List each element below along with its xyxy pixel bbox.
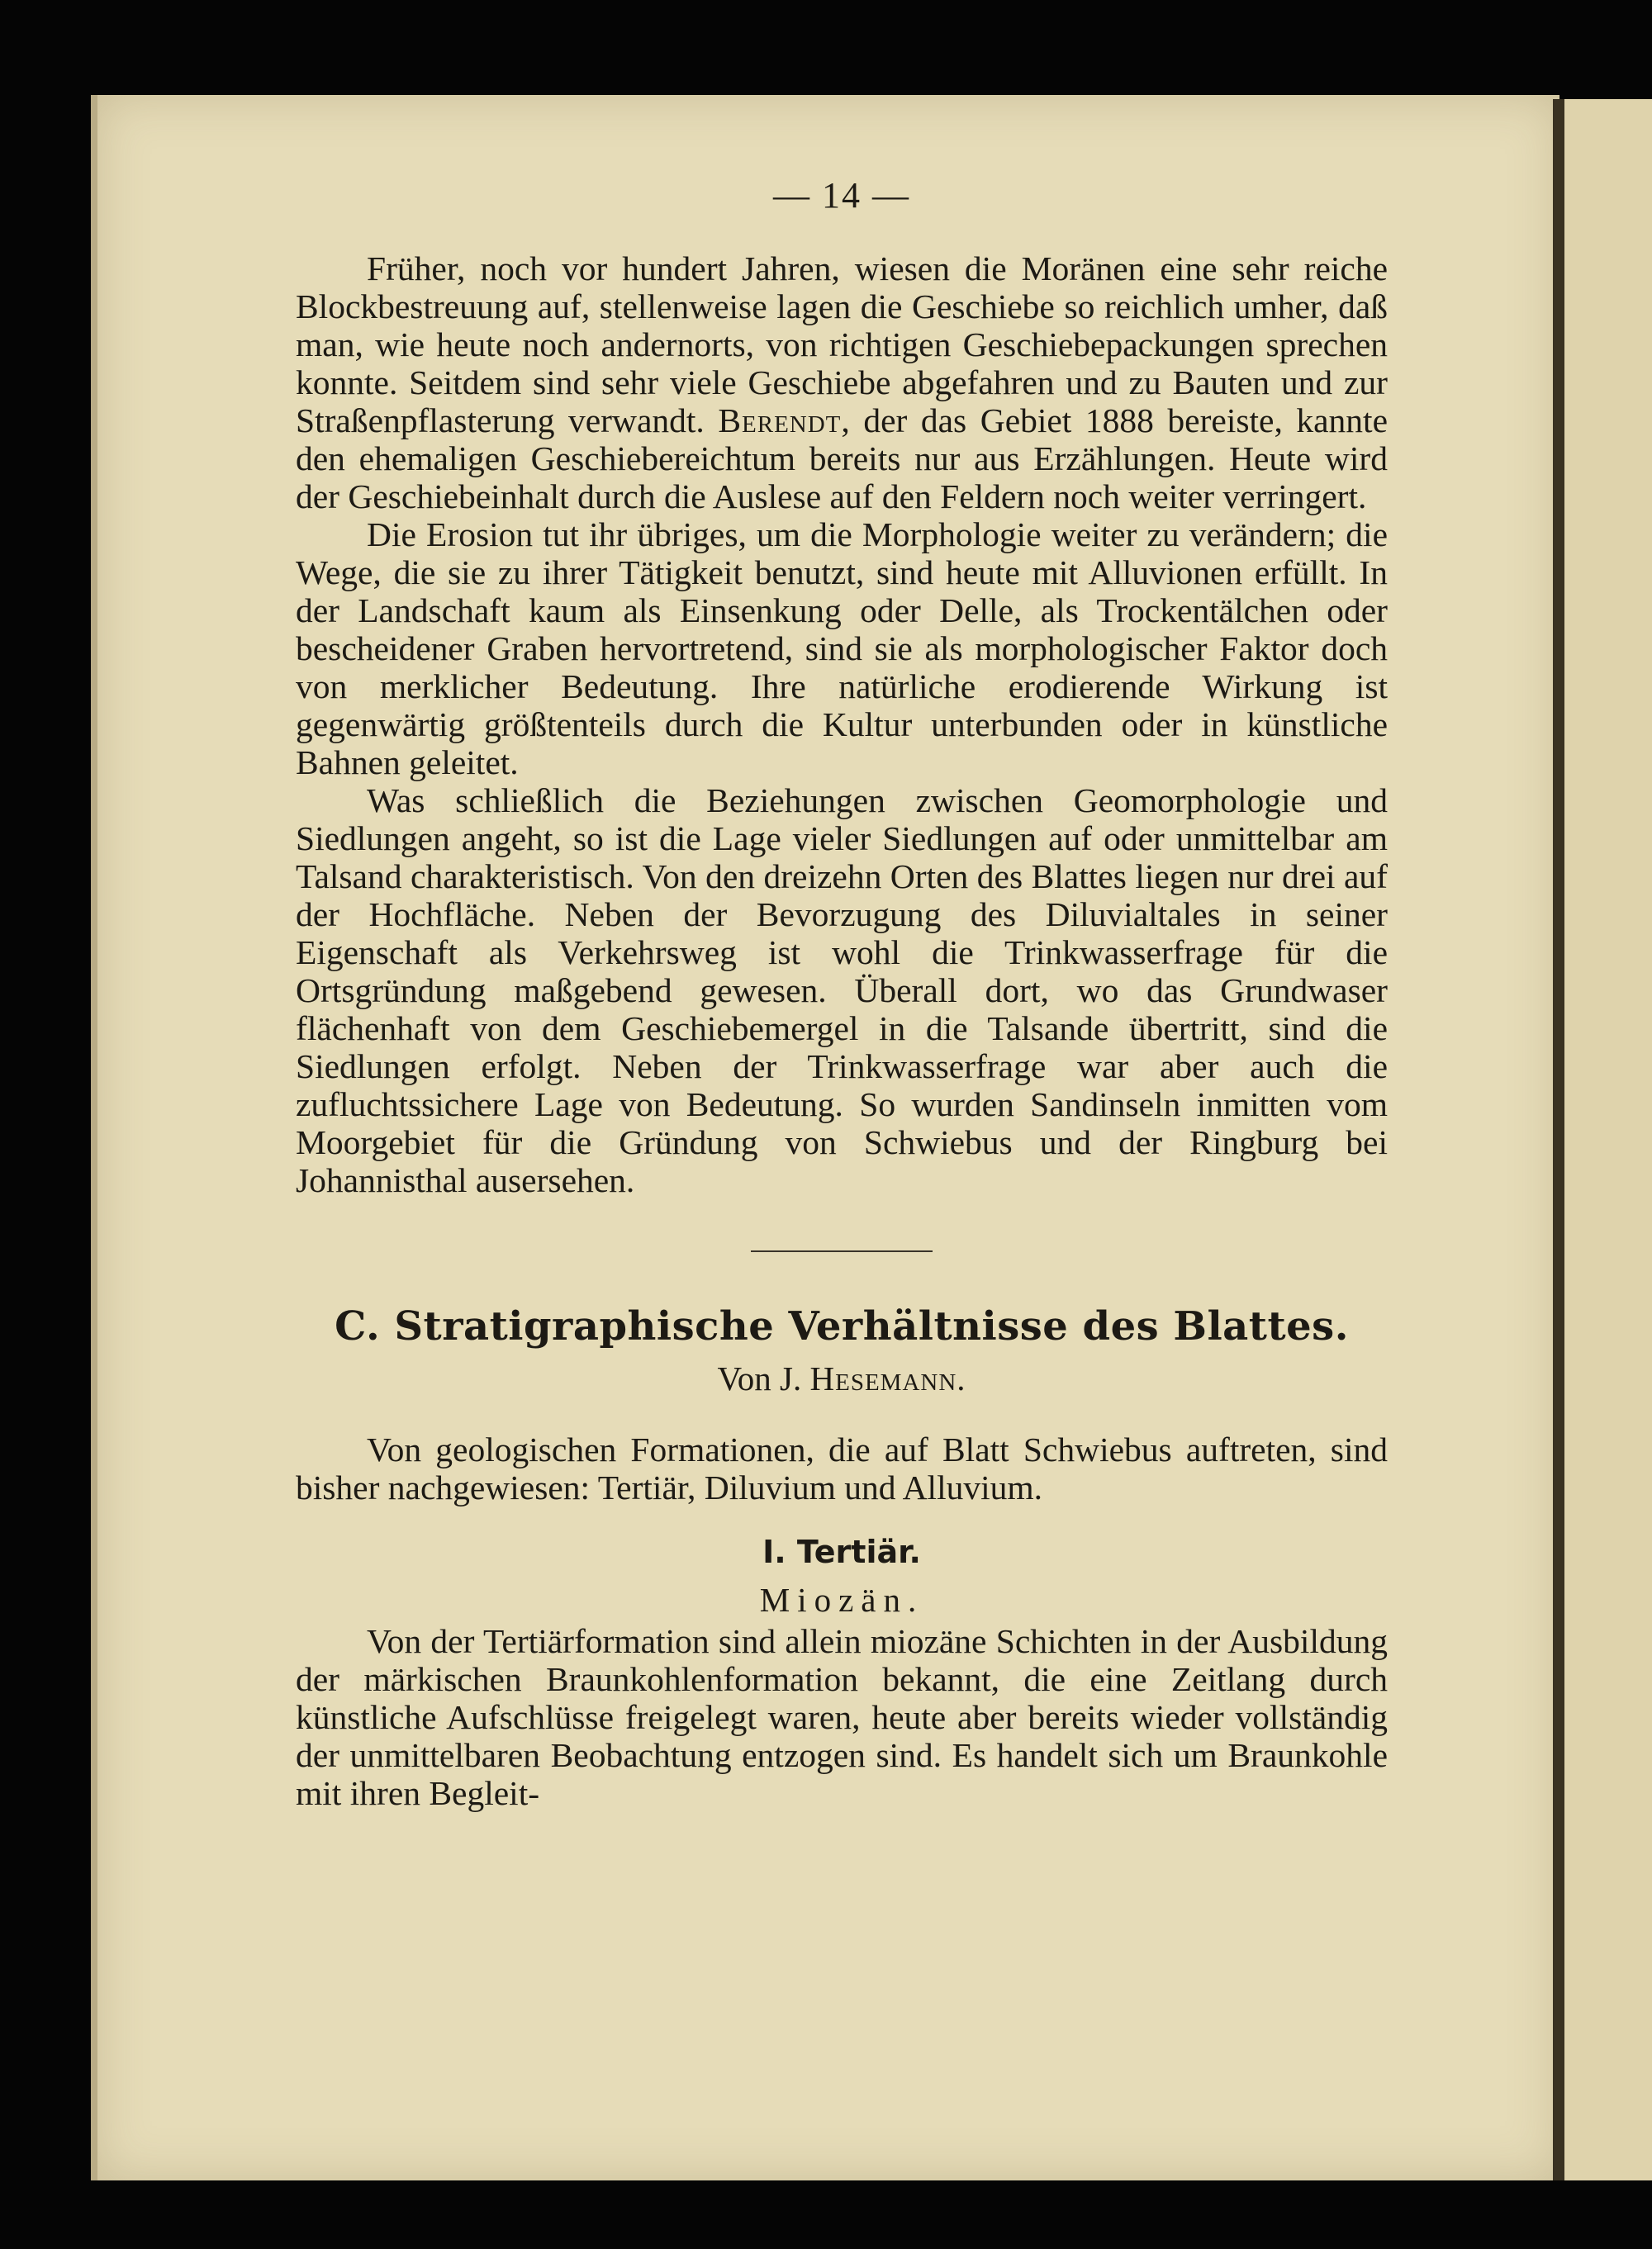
adjacent-page-edge	[1553, 99, 1652, 2180]
byline-prefix: Von J.	[717, 1359, 810, 1397]
section-intro: Von geologischen Formationen, die auf Blatt Schwiebus auftreten, sind bisher nachgewiesen: Tertiär, Diluvium und Alluvium.	[296, 1431, 1388, 1506]
byline	[296, 1359, 1388, 1397]
paragraph-moraenen	[296, 249, 1388, 515]
author-name-berendt: Berendt	[718, 401, 842, 439]
page-text	[296, 175, 1388, 1812]
paragraph-miozaen: Von der Tertiärformation sind allein miozäne Schichten in der Ausbildung der märkischen Braunkohlenformation bekannt, die eine Zeitlang durch künstliche Aufschlüsse freigelegt waren, heute aber bereits wieder vollständig der unmittelbaren Beobachtung entzogen sind. Es handelt sich um Braunkohle mit ihren Begleit-	[296, 1622, 1388, 1812]
paragraph-text-continued: , der das Gebiet 1888 bereiste, kannte den ehemaligen Geschiebereichtum bereits nur aus Erzählungen. Heute wird der Geschiebeinhalt durch die Auslese auf den Feldern noch weiter verringert.	[296, 401, 1389, 515]
subsection-heading: I. Tertiär.	[762, 1534, 921, 1570]
page-number: — 14 —	[773, 175, 910, 216]
section-heading: C. Stratigraphische Verhältnisse des Blattes.	[335, 1303, 1349, 1350]
subsubsection-heading: Miozän.	[759, 1581, 924, 1619]
byline-author: Hesemann.	[809, 1359, 966, 1397]
paragraph-text: Früher, noch vor hundert Jahren, wiesen die Moränen eine sehr reiche Blockbestreuung auf, stellenweise lagen die Geschiebe so reichlich umher, daß man, wie heute noch andernorts, von richtigen Geschiebepackungen sprechen konnte. Seitdem sind sehr viele Geschiebe abgefahren und zu Bauten und zur Straßenpflasterung verwandt.	[296, 249, 1388, 439]
paragraph-siedlungen: Was schließlich die Beziehungen zwischen Geomorphologie und Siedlungen angeht, so ist die Lage vieler Siedlungen auf oder unmittelbar am Talsand charakteristisch. Von den dreizehn Orten des Blattes liegen nur drei auf der Hochfläche. Neben der Bevorzugung des Diluvialtales in seiner Eigenschaft als Verkehrsweg ist wohl die Trinkwasserfrage für die Ortsgründung maßgebend gewesen. Überall dort, wo das Grundwaser flächenhaft von dem Geschiebemergel in die Talsande übertritt, sind die Siedlungen erfolgt. Neben der Trinkwasserfrage war aber auch die zufluchtssichere Lage von Bedeutung. So wurden Sandinseln inmitten vom Moorgebiet für die Gründung von Schwiebus und der Ringburg bei Johannisthal ausersehen.	[296, 781, 1388, 1199]
section-divider	[751, 1250, 933, 1252]
paragraph-erosion: Die Erosion tut ihr übriges, um die Morphologie weiter zu verändern; die Wege, die sie zu ihrer Tätigkeit benutzt, sind heute mit Alluvionen erfüllt. In der Landschaft kaum als Einsenkung oder Delle, als Trockentälchen oder bescheidener Graben hervortretend, sind sie als morphologischer Faktor doch von merklicher Bedeutung. Ihre natürliche erodierende Wirkung ist gegenwärtig größtenteils durch die Kultur unterbunden oder in künstliche Bahnen geleitet.	[296, 515, 1388, 781]
